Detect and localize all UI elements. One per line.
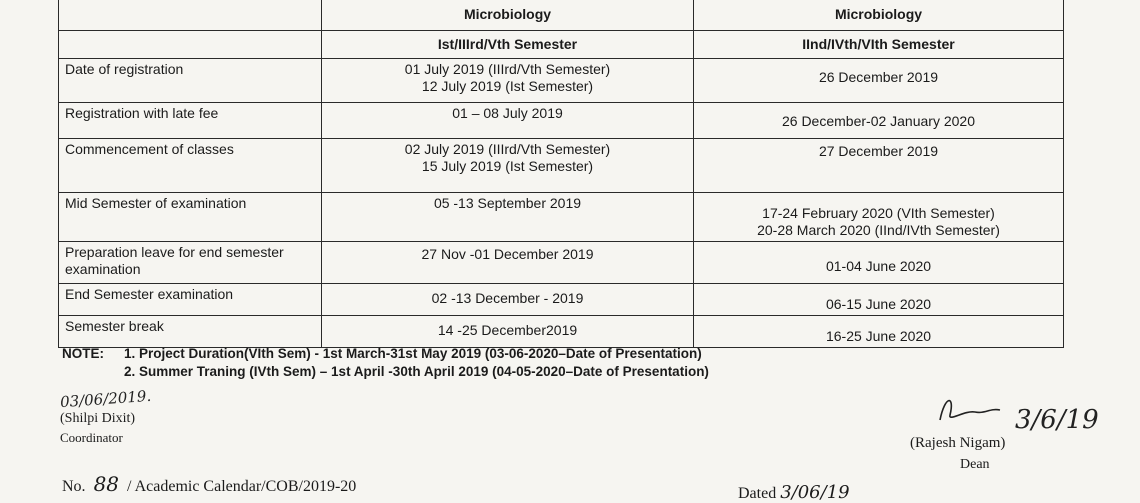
cell-value [694,242,1064,284]
cell-line: 20-28 March 2020 (IInd/IVth Semester) [757,222,1000,238]
coordinator-role: Coordinator [60,430,123,445]
cell-value [694,193,1064,242]
signature-scribble-icon [930,390,1020,430]
coordinator-signature [59,386,152,446]
row-label: Mid Semester of examination [59,193,322,242]
note-label: NOTE: [62,346,104,361]
header-cell: Microbiology [322,0,694,31]
note-block [62,345,709,381]
cell-line: 27 December 2019 [818,143,939,159]
table-row [59,59,1064,103]
reference-suffix: / Academic Calendar/COB/2019-20 [127,478,357,495]
header-cell: Microbiology [694,0,1064,31]
cell-value [694,139,1064,193]
row-label: Semester break [59,316,322,348]
cell-value [694,284,1064,316]
cell-value [694,59,1064,103]
table-row [59,103,1064,139]
header-cell: Ist/IIIrd/Vth Semester [322,31,694,59]
academic-calendar-table [58,0,1064,348]
cell-line: 14 -25 December2019 [437,322,578,338]
dean-name: (Rajesh Nigam) [910,435,1006,451]
cell-line: 15 July 2019 (Ist Semester) [421,158,594,174]
table-row [59,139,1064,193]
reference-prefix: No. [62,478,86,495]
coordinator-name: (Shilpi Dixit) [60,411,136,426]
cell-line: 02 July 2019 (IIIrd/Vth Semester) [404,141,611,157]
row-label: End Semester examination [59,284,322,316]
cell-line: 17-24 February 2020 (VIth Semester) [762,205,995,221]
handwritten-date: 3/6/19 [1015,405,1099,435]
dean-role: Dean [960,457,990,472]
table-row [59,316,1064,348]
header-cell [59,31,322,59]
reference-number [62,472,356,496]
cell-line: 01 – 08 July 2019 [452,105,563,121]
header-row-2 [59,31,1064,59]
cell-line: 16-25 June 2020 [825,328,932,344]
note-line-2: 2. Summer Traning (IVth Sem) – 1st April -30th April 2019 (04-05-2020–Date of Presentation) [124,364,709,379]
cell-value [322,193,694,242]
row-label: Preparation leave for end semester examination [59,242,322,284]
cell-line: 02 -13 December - 2019 [431,290,584,306]
cell-value [322,59,694,103]
handwritten-date: 03/06/2019. [59,386,152,412]
cell-line: 01-04 June 2020 [825,258,932,274]
row-label: Commencement of classes [59,139,322,193]
dated-label: Dated [738,485,777,502]
header-cell [59,0,322,31]
header-row-1 [59,0,1064,31]
cell-value [694,103,1064,139]
cell-line: 26 December-02 January 2020 [781,113,975,129]
cell-value [322,103,694,139]
cell-value [322,284,694,316]
cell-line: 06-15 June 2020 [825,296,932,312]
table-row [59,284,1064,316]
cell-line: 12 July 2019 (Ist Semester) [421,78,594,94]
cell-value [322,316,694,348]
cell-value [322,242,694,284]
cell-line: 27 Nov -01 December 2019 [421,246,594,262]
table-row [59,193,1064,242]
cell-value [322,139,694,193]
reference-num: 88 [93,472,120,496]
cell-line: 01 July 2019 (IIIrd/Vth Semester) [404,61,611,77]
header-cell: IInd/IVth/VIth Semester [694,31,1064,59]
note-text: 1. Project Duration(VIth Sem) - 1st March-31st May 2019 (03-06-2020–Date of Presentation) [124,346,702,361]
dated-value: 3/06/19 [780,482,850,503]
note-line-1 [62,345,709,363]
cell-line: 05 -13 September 2019 [433,195,582,211]
row-label: Registration with late fee [59,103,322,139]
table-row [59,242,1064,284]
row-label: Date of registration [59,59,322,103]
cell-line: 26 December 2019 [818,69,939,85]
cell-value [694,316,1064,348]
